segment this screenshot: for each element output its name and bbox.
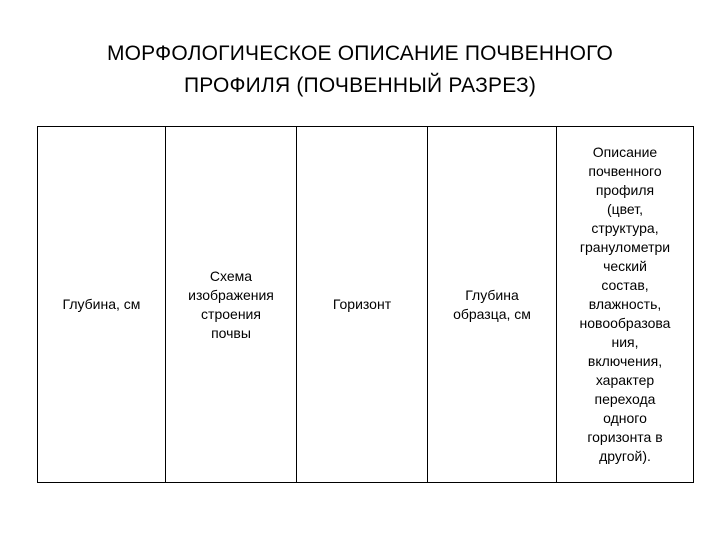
column-horizon xyxy=(297,127,428,483)
column-depth xyxy=(38,127,166,483)
column-soil-scheme-label: Схема изображения строения почвы xyxy=(188,267,274,341)
column-soil-scheme xyxy=(166,127,297,483)
column-depth-label: Глубина, см xyxy=(62,296,141,312)
column-horizon-label: Горизонт xyxy=(332,296,392,312)
column-profile-description-label: Описание почвенного профиля (цвет, структура, гранулометри ческий состав, влажность, новообразова ния, включения, характер перехода одного горизонта в другой). xyxy=(579,144,671,464)
column-sample-depth-label: Глубина образца, см xyxy=(453,286,531,322)
title-line-1: МОРФОЛОГИЧЕСКОЕ ОПИСАНИЕ ПОЧВЕННОГО xyxy=(106,42,614,65)
column-sample-depth xyxy=(428,127,557,483)
soil-profile-table xyxy=(37,126,694,483)
column-profile-description xyxy=(557,127,694,483)
table-row xyxy=(38,127,694,483)
title-line-2: ПРОФИЛЯ (ПОЧВЕННЫЙ РАЗРЕЗ) xyxy=(183,74,537,97)
slide-title xyxy=(40,38,680,102)
